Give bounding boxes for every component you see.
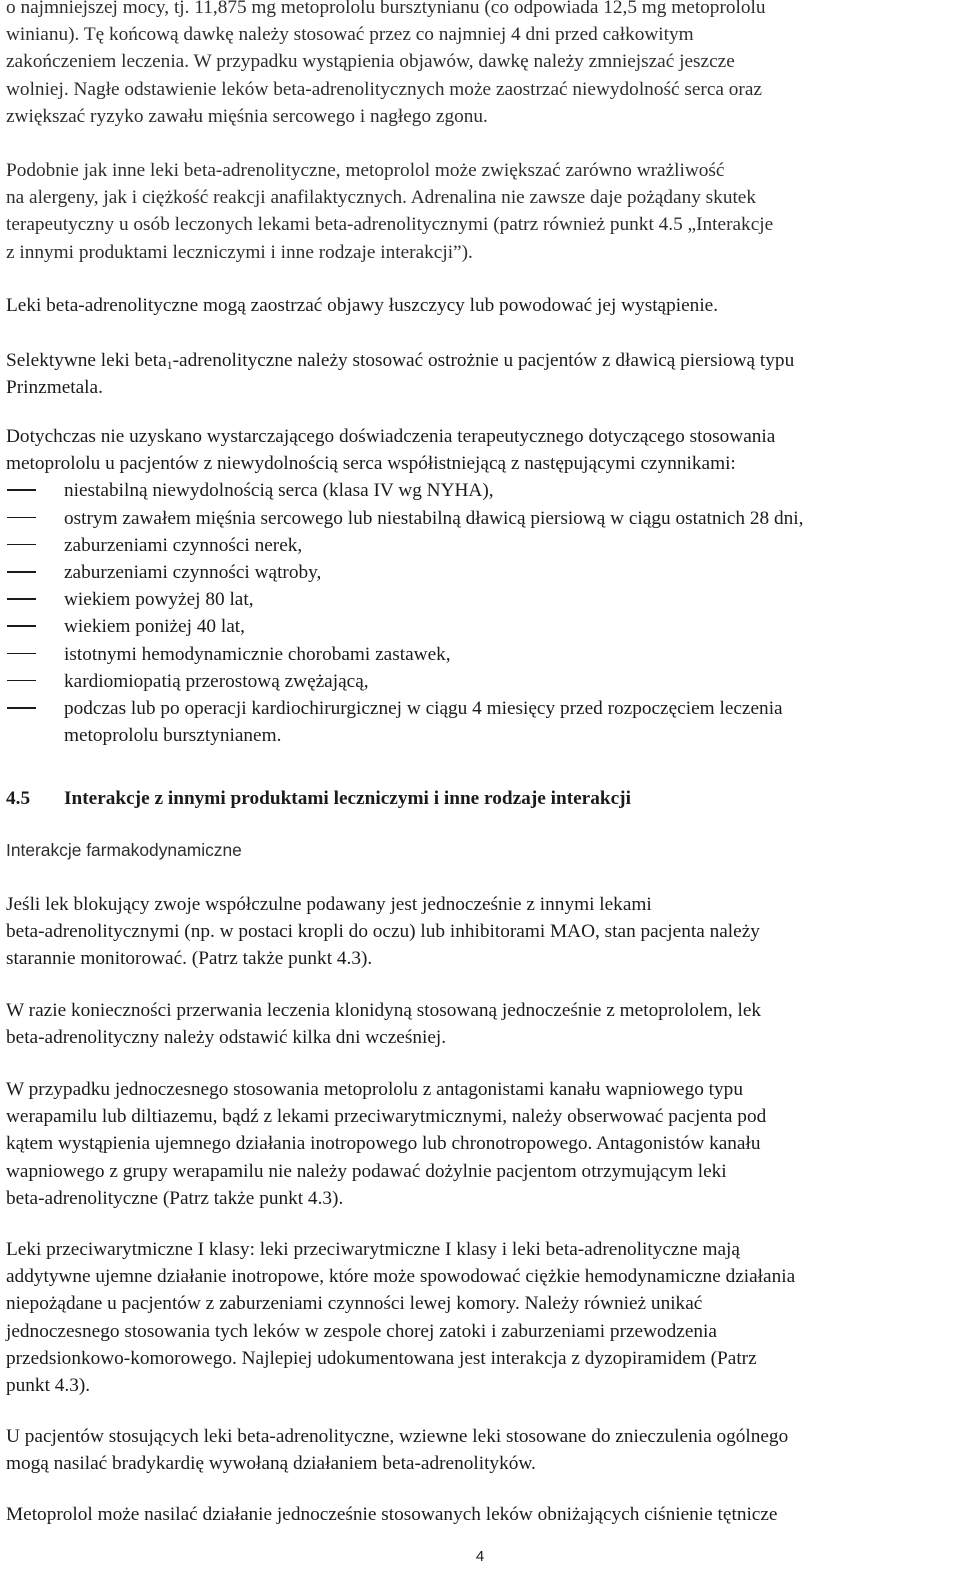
section-heading (6, 785, 954, 812)
dash-bullet-icon (7, 653, 36, 655)
paragraph-ganglion-blocker (6, 891, 954, 973)
list-item-text: ostrym zawałem mięśnia sercowego lub niestabilną dławicą piersiową w ciągu ostatnich 28 dni, (64, 507, 804, 529)
dash-bullet-icon (7, 544, 36, 546)
text-line: mogą nasilać bradykardię wywołaną działaniem beta-adrenolityków. (6, 1453, 536, 1475)
text-line: z innymi produktami leczniczymi i inne rodzaje interakcji”). (6, 241, 473, 263)
text-line: zakończeniem leczenia. W przypadku wystąpienia objawów, dawkę należy zmniejszać jeszcze (6, 51, 735, 73)
text-line: wolniej. Nagłe odstawienie leków beta-adrenolitycznych może zaostrzać niewydolność serca oraz (6, 78, 762, 100)
text-line: jednoczesnego stosowania tych leków w zespole chorej zatoki i zaburzeniami przewodzenia (6, 1320, 717, 1342)
text-line: Dotychczas nie uzyskano wystarczającego doświadczenia terapeutycznego dotyczącego stosowania (6, 426, 776, 447)
dash-bullet-icon (7, 517, 36, 519)
text-line: beta-adrenolityczny należy odstawić kilka dni wcześniej. (6, 1027, 447, 1049)
text-line: Podobnie jak inne leki beta-adrenolityczne, metoprolol może zwiększać zarówno wrażliwość (6, 160, 725, 181)
text-line: beta-adrenolitycznymi (np. w postaci kropli do oczu) lub inhibitorami MAO, stan pacjenta należy (6, 921, 760, 943)
text-line: wapniowego z grupy werapamilu nie należy podawać dożylnie pacjentom otrzymującym leki (6, 1160, 727, 1182)
list-item-text: kardiomiopatią przerostową zwężającą, (64, 670, 369, 692)
text-line: Leki przeciwarytmiczne I klasy: leki przeciwarytmiczne I klasy i leki beta-adrenolityczne mają (6, 1239, 740, 1260)
text-line: o najmniejszej mocy, tj. 11,875 mg metoprololu bursztynianu (co odpowiada 12,5 mg metoprololu (6, 0, 766, 18)
list-item (6, 477, 954, 504)
list-item-text: niestabilną niewydolnością serca (klasa IV wg NYHA), (64, 480, 494, 502)
text-segment: Selektywne leki beta (6, 350, 167, 371)
list-item-text: istotnymi hemodynamicznie chorobami zastawek, (64, 643, 451, 665)
text-line: Leki beta-adrenolityczne mogą zaostrzać objawy łuszczycy lub powodować jej wystąpienie. (6, 295, 719, 316)
text-line: winianu). Tę końcową dawkę należy stosować przez co najmniej 4 dni przed całkowitym (6, 24, 694, 46)
text-line: przedsionkowo-komorowego. Najlepiej udokumentowana jest interakcja z dyzopiramidem (Patrz (6, 1347, 757, 1369)
list-item-text: zaburzeniami czynności nerek, (64, 534, 303, 556)
list-item-text: wiekiem poniżej 40 lat, (64, 616, 245, 638)
dash-bullet-icon (7, 680, 36, 682)
paragraph-dose-reduction (6, 0, 954, 130)
list-item-text: metoprololu bursztynianem. (64, 725, 282, 747)
paragraph-heart-failure (6, 423, 954, 477)
paragraph-antihypertensives (6, 1501, 954, 1528)
text-segment: -adrenolityczne należy stosować ostrożnie u pacjentów z dławicą piersiową typu (172, 350, 795, 371)
section-title: Interakcje z innymi produktami leczniczymi i inne rodzaje interakcji (64, 788, 631, 809)
list-item (6, 559, 954, 586)
text-line: U pacjentów stosujących leki beta-adrenolityczne, wziewne leki stosowane do znieczulenia ogólnego (6, 1426, 789, 1447)
list-item-text: podczas lub po operacji kardiochirurgicznej w ciągu 4 miesięcy przed rozpoczęciem leczenia (64, 698, 783, 720)
dash-bullet-icon (7, 571, 36, 573)
list-item (6, 668, 954, 695)
paragraph-allergens (6, 157, 954, 266)
text-line: addytywne ujemne działanie inotropowe, które może spowodować ciężkie hemodynamiczne działania (6, 1266, 796, 1288)
conditions-list (6, 477, 954, 749)
paragraph-psoriasis (6, 292, 954, 319)
text-line: werapamilu lub diltiazemu, bądź z lekami przeciwarytmicznymi, należy obserwować pacjenta pod (6, 1106, 767, 1128)
list-item (6, 532, 954, 559)
text-line: W razie konieczności przerwania leczenia klonidyną stosowaną jednocześnie z metoprololem, lek (6, 1000, 762, 1021)
text-line: kątem wystąpienia ujemnego działania inotropowego lub chronotropowego. Antagonistów kanału (6, 1133, 761, 1155)
list-item-continuation (6, 722, 954, 749)
text-line: punkt 4.3). (6, 1375, 91, 1397)
paragraph-anesthetics (6, 1423, 954, 1477)
dash-bullet-icon (7, 489, 36, 491)
text-line: W przypadku jednoczesnego stosowania metoprololu z antagonistami kanału wapniowego typu (6, 1079, 743, 1100)
text-line: beta-adrenolityczne (Patrz także punkt 4.3). (6, 1187, 344, 1209)
text-line: terapeutyczny u osób leczonych lekami beta-adrenolitycznymi (patrz również punkt 4.5 „Interakcje (6, 214, 774, 236)
text-line: niepożądane u pacjentów z zaburzeniami czynności lewej komory. Należy również unikać (6, 1293, 703, 1315)
section-number: 4.5 (6, 788, 31, 809)
paragraph-calcium-antagonists (6, 1076, 954, 1212)
dash-bullet-icon (7, 625, 36, 627)
text-line: Prinzmetala. (6, 377, 103, 399)
subscript: 1 (166, 358, 173, 372)
text-line: Metoprolol może nasilać działanie jednocześnie stosowanych leków obniżających ciśnienie tętnicze (6, 1504, 778, 1525)
list-item-text: zaburzeniami czynności wątroby, (64, 562, 322, 584)
dash-bullet-icon (7, 707, 36, 709)
dash-bullet-icon (7, 598, 36, 600)
paragraph-antiarrhythmics (6, 1236, 954, 1399)
text-line: starannie monitorować. (Patrz także punkt 4.3). (6, 948, 373, 970)
text-line: na alergeny, jak i ciężkość reakcji anafilaktycznych. Adrenalina nie zawsze daje pożądany skutek (6, 187, 757, 209)
list-item-text: wiekiem powyżej 80 lat, (64, 589, 254, 611)
list-item (6, 586, 954, 613)
list-item (6, 613, 954, 640)
list-item (6, 505, 954, 532)
text-line: Jeśli lek blokujący zwoje współczulne podawany jest jednocześnie z innymi lekami (6, 894, 652, 915)
paragraph-prinzmetal (6, 347, 954, 401)
subheading-pharmacodynamic: Interakcje farmakodynamiczne (6, 840, 242, 860)
text-line: metoprololu u pacjentów z niewydolnością serca współistniejącą z następującymi czynnikami: (6, 453, 736, 475)
page-number: 4 (475, 1548, 485, 1565)
paragraph-heart-failure-block (6, 423, 954, 749)
list-item (6, 641, 954, 668)
paragraph-clonidine (6, 997, 954, 1051)
list-item (6, 695, 954, 722)
text-line (6, 347, 954, 374)
text-line: zwiększać ryzyko zawału mięśnia sercowego i nagłego zgonu. (6, 105, 488, 127)
